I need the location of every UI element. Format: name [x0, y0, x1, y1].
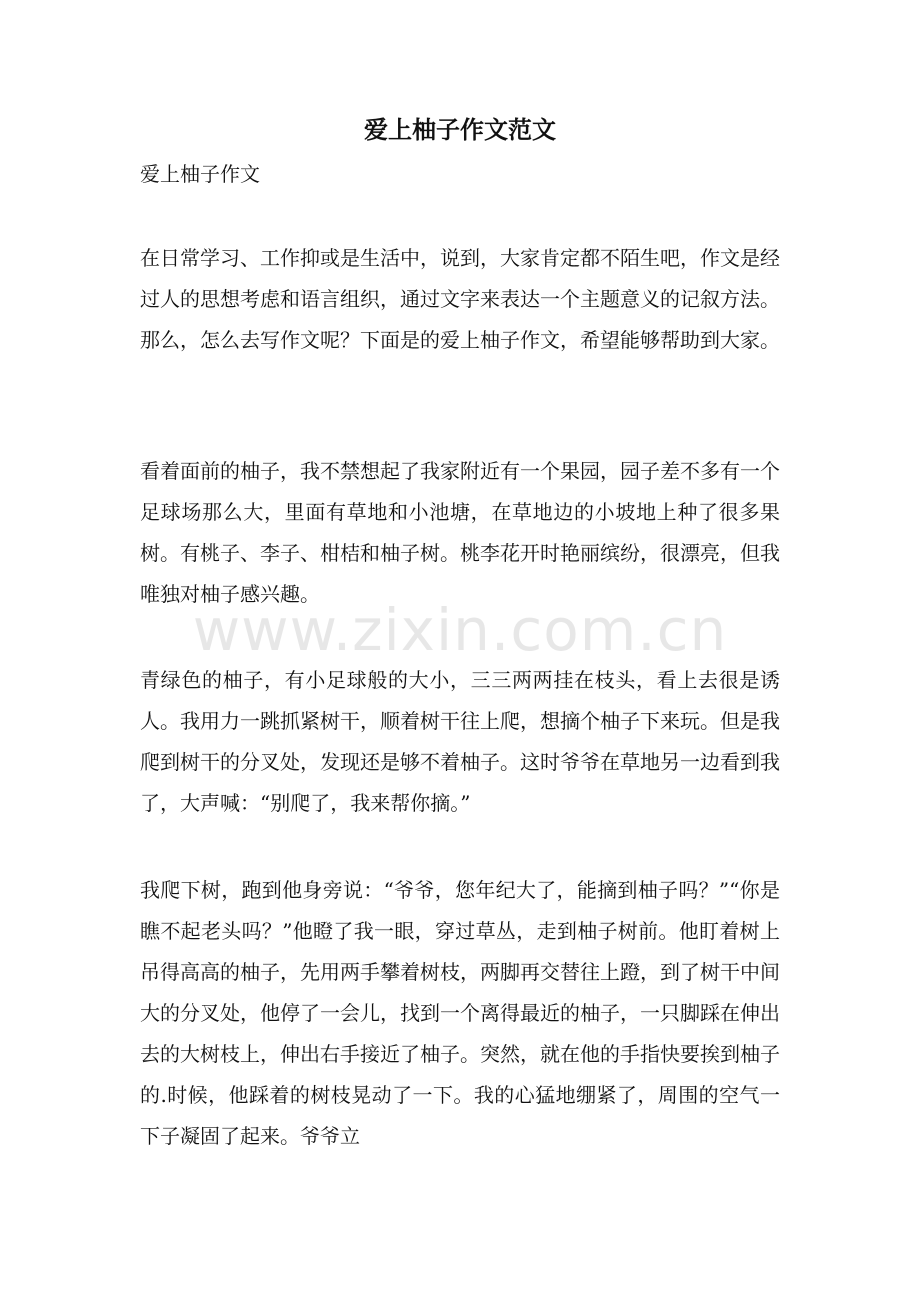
paragraph-1: 在日常学习、工作抑或是生活中，说到，大家肯定都不陌生吧，作文是经过人的思想考虑和语言组织，通过文字来表达一个主题意义的记叙方法。那么，怎么去写作文呢？下面是的爱上柚子作文，希望能够帮助到大家。 [140, 246, 780, 352]
paragraph-4: 我爬下树，跑到他身旁说：“爷爷，您年纪大了，能摘到柚子吗？”“你是瞧不起老头吗？”他瞪了我一眼，穿过草丛，走到柚子树前。他盯着树上吊得高高的柚子，先用两手攀着树枝，两脚再交替往上蹬，到了树干中间大的分叉处，他停了一会儿，找到一个离得最近的柚子，一只脚踩在伸出去的大树枝上，伸出右手接近了柚子。突然，就在他的手指快要挨到柚子的.时候，他踩着的树枝晃动了一下。我的心猛地绷紧了，周围的空气一下子凝固了起来。爷爷立 [140, 878, 780, 1148]
document-title: 爱上柚子作文范文 [364, 115, 556, 144]
watermark: www.zixin.com.cn [192, 596, 728, 664]
paragraph-2: 看着面前的柚子，我不禁想起了我家附近有一个果园，园子差不多有一个足球场那么大，里面有草地和小池塘，在草地边的小坡地上种了很多果树。有桃子、李子、柑桔和柚子树。桃李花开时艳丽缤纷，很漂亮，但我唯独对柚子感兴趣。 [140, 459, 780, 606]
paragraph-3: 青绿色的柚子，有小足球般的大小，三三两两挂在枝头，看上去很是诱人。我用力一跳抓紧树干，顺着树干往上爬，想摘个柚子下来玩。但是我爬到树干的分叉处，发现还是够不着柚子。这时爷爷在草地另一边看到我了，大声喊：“别爬了，我来帮你摘。” [140, 668, 780, 815]
document-subtitle: 爱上柚子作文 [140, 162, 260, 186]
